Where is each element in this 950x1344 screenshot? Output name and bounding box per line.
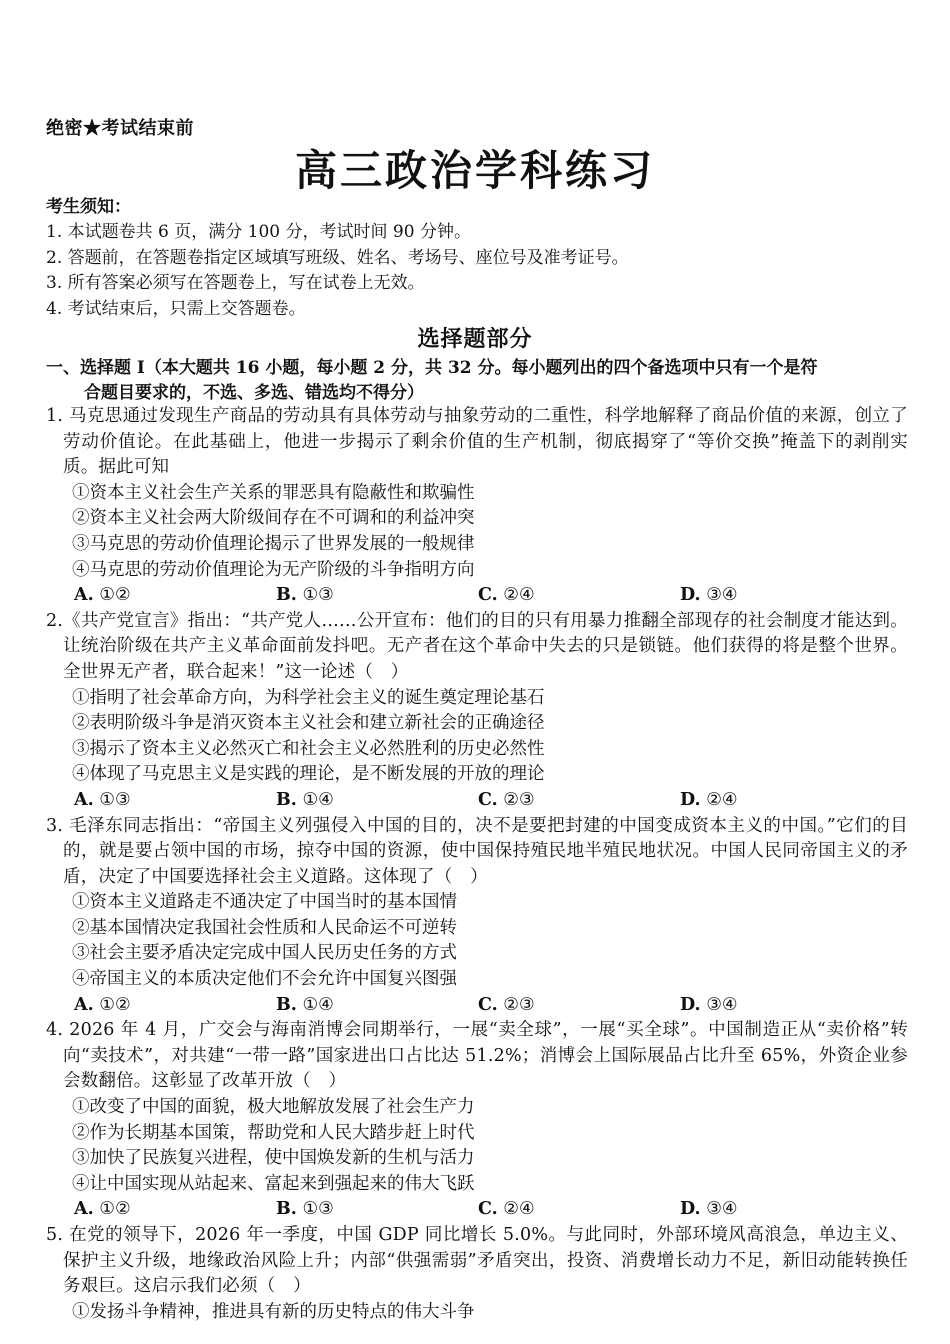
- choice-text: ③④: [706, 585, 738, 606]
- question-2: [46, 609, 908, 814]
- choice-text: ②③: [503, 789, 535, 810]
- statement-option: ④马克思的劳动价值理论为无产阶级的斗争指明方向: [72, 559, 475, 580]
- choice-text: ①④: [302, 994, 334, 1015]
- choice-text: ①④: [302, 789, 334, 810]
- choice-text: ②④: [503, 585, 535, 606]
- statement-option: ②资本主义社会两大阶级间存在不可调和的利益冲突: [72, 508, 475, 529]
- choice-c: [478, 1197, 680, 1223]
- question-stem: 5. 在党的领导下，2026 年一季度，中国 GDP 同比增长 5.0%。与此同时，外部环境风高浪急，单边主义、保护主义升级，地缘政治风险上升；内部“供强需弱”矛盾突出，投资、消费增长动力不足，新旧动能转换任务艰巨。这启示我们必须（ ）: [46, 1225, 908, 1297]
- choice-letter: D.: [680, 585, 701, 606]
- question-4: [46, 1018, 908, 1223]
- choice-text: ②③: [503, 994, 535, 1015]
- choice-text: ①③: [302, 1199, 334, 1220]
- choice-text: ①②: [99, 994, 131, 1015]
- choice-letter: B.: [276, 789, 297, 810]
- choice-letter: D.: [680, 1199, 701, 1220]
- statement-option: ②作为长期基本国策，帮助党和人民大踏步赶上时代: [72, 1122, 475, 1143]
- part-heading-line: 合题目要求的，不选、多选、错选均不得分）: [84, 383, 424, 403]
- choice-text: ①③: [302, 585, 334, 606]
- statement-option: ③揭示了资本主义必然灭亡和社会主义必然胜利的历史必然性: [72, 738, 545, 759]
- answer-choices: [46, 1197, 908, 1223]
- question-stem: 4. 2026 年 4 月，广交会与海南消博会同期举行，一展“卖全球”，一展“买全球”。中国制造正从“卖价格”转向“卖技术”，对共建“一带一路”国家进出口占比达 51.2%；消博会上国际展品占比升至 65%，外资企业参会数翻倍。这彰显了改革开放（ ）: [46, 1020, 908, 1092]
- question-5: [46, 1223, 908, 1325]
- choice-a: [74, 583, 276, 609]
- statement-option: ②基本国情决定我国社会性质和人民命运不可逆转: [72, 917, 457, 938]
- answer-choices: [46, 788, 908, 814]
- choice-letter: C.: [478, 585, 498, 606]
- choice-letter: A.: [74, 789, 94, 810]
- choice-text: ③④: [706, 1199, 738, 1220]
- notice-item: 1. 本试题卷共 6 页，满分 100 分，考试时间 90 分钟。: [46, 222, 471, 242]
- part-heading-line: 一、选择题 I（本大题共 16 小题，每小题 2 分，共 32 分。每小题列出的四个备选项中只有一个是符: [46, 358, 818, 378]
- choice-a: [74, 993, 276, 1019]
- choice-c: [478, 788, 680, 814]
- choice-d: [680, 788, 882, 814]
- statement-option: ②表明阶级斗争是消灭资本主义社会和建立新社会的正确途径: [72, 713, 545, 734]
- statement-option: ①资本主义社会生产关系的罪恶具有隐蔽性和欺骗性: [72, 482, 475, 503]
- statement-option: ③加快了民族复兴进程，使中国焕发新的生机与活力: [72, 1148, 475, 1169]
- choice-letter: B.: [276, 994, 297, 1015]
- statement-option: ①改变了中国的面貌，极大地解放发展了社会生产力: [72, 1097, 475, 1118]
- notice-heading: 考生须知：: [46, 197, 131, 217]
- question-list: [46, 404, 908, 1325]
- question-1: [46, 404, 908, 609]
- question-stem: 2.《共产党宣言》指出：“共产党人……公开宣布：他们的目的只有用暴力推翻全部现存的社会制度才能达到。让统治阶级在共产主义革命面前发抖吧。无产者在这个革命中失去的只是锁链。他们获得的将是整个世界。全世界无产者，联合起来！”这一论述（ ）: [46, 610, 908, 682]
- choice-text: ③④: [706, 994, 738, 1015]
- statement-option: ①资本主义道路走不通决定了中国当时的基本国情: [72, 892, 457, 913]
- choice-letter: A.: [74, 994, 94, 1015]
- choice-text: ①②: [99, 1199, 131, 1220]
- choice-d: [680, 993, 882, 1019]
- choice-text: ②④: [706, 789, 738, 810]
- question-stem: 1. 马克思通过发现生产商品的劳动具有具体劳动与抽象劳动的二重性，科学地解释了商品价值的来源，创立了劳动价值论。在此基础上，他进一步揭示了剩余价值的生产机制，彻底揭穿了“等价交换”掩盖下的剥削实质。据此可知: [46, 406, 908, 478]
- choice-text: ②④: [503, 1199, 535, 1220]
- choice-letter: D.: [680, 789, 701, 810]
- choice-a: [74, 1197, 276, 1223]
- choice-letter: C.: [478, 994, 498, 1015]
- choice-c: [478, 583, 680, 609]
- choice-letter: A.: [74, 585, 94, 606]
- choice-letter: C.: [478, 1199, 498, 1220]
- choice-b: [276, 1197, 478, 1223]
- statement-option: ①发扬斗争精神，推进具有新的历史特点的伟大斗争: [72, 1301, 475, 1322]
- choice-letter: C.: [478, 789, 498, 810]
- choice-b: [276, 993, 478, 1019]
- page-title: 高三政治学科练习: [294, 146, 655, 195]
- choice-b: [276, 583, 478, 609]
- choice-d: [680, 583, 882, 609]
- notice-item: 3. 所有答案必须写在答题卷上，写在试卷上无效。: [46, 273, 425, 293]
- statement-option: ①指明了社会革命方向，为科学社会主义的诞生奠定理论基石: [72, 687, 545, 708]
- statement-option: ③马克思的劳动价值理论揭示了世界发展的一般规律: [72, 533, 475, 554]
- confidential-label: 绝密★考试结束前: [46, 118, 194, 139]
- question-3: [46, 814, 908, 1019]
- question-stem: 3. 毛泽东同志指出：“帝国主义列强侵入中国的目的，决不是要把封建的中国变成资本主义的中国。”它们的目的，就是要占领中国的市场，掠夺中国的资源，使中国保持殖民地半殖民地状况。中国人民同帝国主义的矛盾，决定了中国要选择社会主义道路。这体现了（ ）: [46, 815, 908, 887]
- exam-notice: [46, 194, 906, 322]
- choice-d: [680, 1197, 882, 1223]
- choice-a: [74, 788, 276, 814]
- choice-c: [478, 993, 680, 1019]
- statement-option: ③社会主要矛盾决定完成中国人民历史任务的方式: [72, 943, 457, 964]
- choice-text: ①③: [99, 789, 131, 810]
- choice-letter: D.: [680, 994, 701, 1015]
- answer-choices: [46, 993, 908, 1019]
- choice-b: [276, 788, 478, 814]
- notice-item: 2. 答题前，在答题卷指定区域填写班级、姓名、考场号、座位号及准考证号。: [46, 247, 629, 268]
- statement-option: ④让中国实现从站起来、富起来到强起来的伟大飞跃: [72, 1173, 475, 1194]
- choice-text: ①②: [99, 585, 131, 606]
- statement-option: ④帝国主义的本质决定他们不会允许中国复兴图强: [72, 969, 457, 990]
- statement-option: ④体现了马克思主义是实践的理论，是不断发展的开放的理论: [72, 764, 545, 785]
- notice-item: 4. 考试结束后，只需上交答题卷。: [46, 298, 306, 319]
- choice-letter: B.: [276, 585, 297, 606]
- section-title: 选择题部分: [417, 326, 533, 352]
- part-heading: [46, 356, 904, 406]
- answer-choices: [46, 583, 908, 609]
- choice-letter: A.: [74, 1199, 94, 1220]
- choice-letter: B.: [276, 1199, 297, 1220]
